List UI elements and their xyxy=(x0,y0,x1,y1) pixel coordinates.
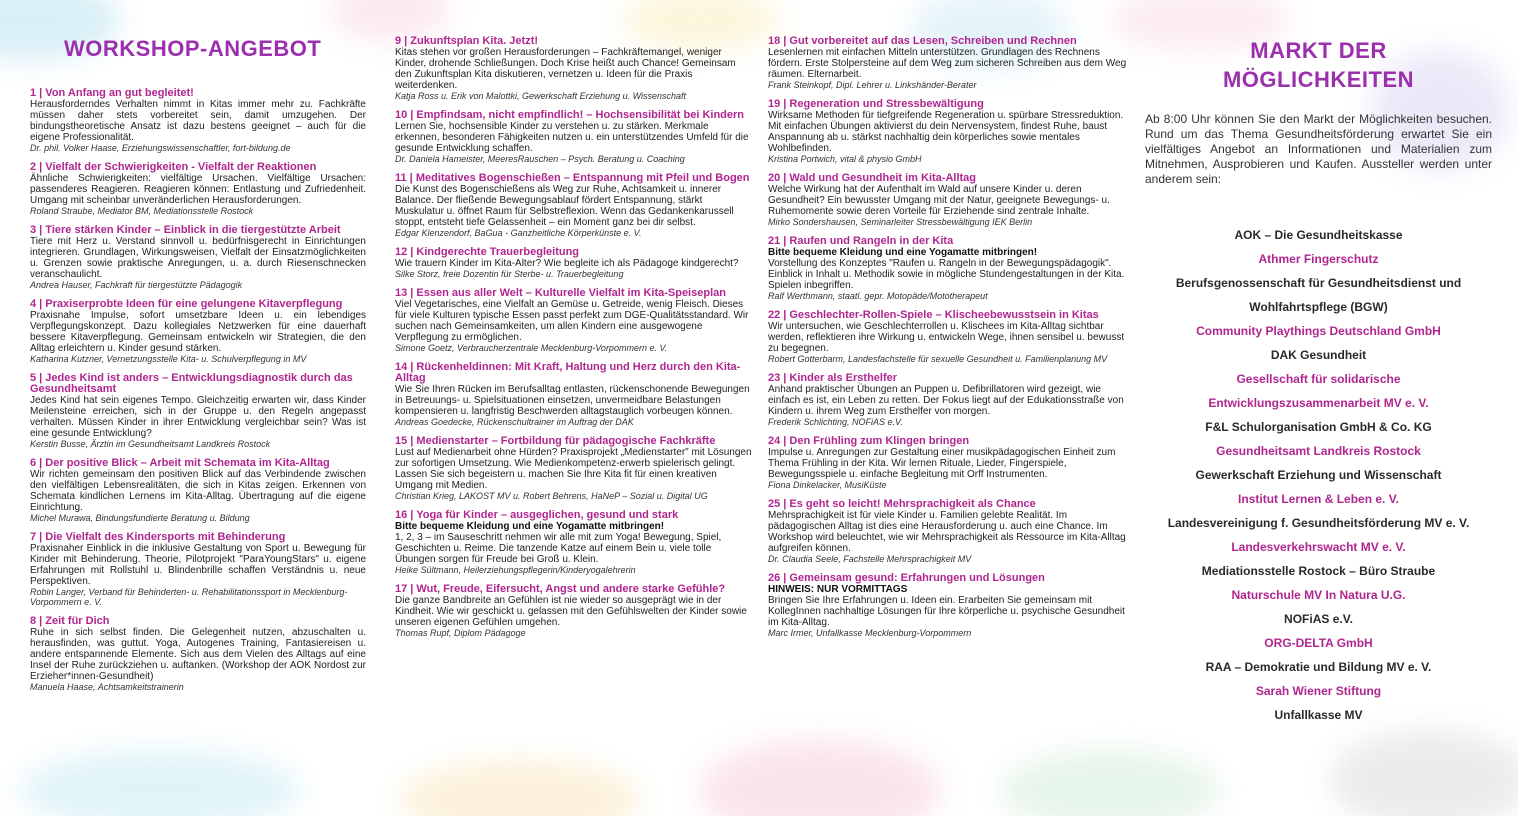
exhibitor-item: Naturschule MV In Natura U.G. xyxy=(1231,588,1406,602)
workshop-title: 5 | Jedes Kind ist anders – Entwicklungsdiagnostik durch das Gesundheitsamt xyxy=(30,372,353,395)
workshop-title: 22 | Geschlechter-Rollen-Spiele – Klischeebewusstsein in Kitas xyxy=(768,309,1099,321)
exhibitor-item: Landesverkehrswacht MV e. V. xyxy=(1231,540,1406,554)
exhibitor-item: Berufsgenossenschaft für Gesundheitsdienst und xyxy=(1175,276,1462,290)
workshop-author: Frank Steinkopf, Dipl. Lehrer u. Linkshänder-Berater xyxy=(768,80,977,90)
workshop-item xyxy=(30,162,366,216)
workshop-title: 21 | Raufen und Rangeln in der Kita xyxy=(768,235,954,247)
workshop-author: Dr. Claudia Seele, Fachstelle Mehrsprachigkeit MV xyxy=(768,554,972,564)
workshop-note: HINWEIS: NUR VORMITTAGS xyxy=(768,584,908,595)
market-title xyxy=(1145,36,1492,94)
workshop-description: Ruhe in sich selbst finden. Die Gelegenheit nutzen, abzuschalten u. herausfinden, was guttut. Yoga, Autogenes Training, Fantasiereisen u. andere entspannende Elemente. Sich aus dem Vielen des Alltags auf eine Insel der Ruhe zurückziehen u. auftanken. (Workshop der AOK Nordost zur Erzieher*innen-Gesundheit) xyxy=(30,627,366,682)
workshop-author: Marc Irmer, Unfallkasse Mecklenburg-Vorpommern xyxy=(768,628,972,638)
workshop-author: Fiona Dinkelacker, MusiKüste xyxy=(768,480,887,490)
workshop-note: Bitte bequeme Kleidung und eine Yogamatte mitbringen! xyxy=(768,247,1038,258)
workshop-item xyxy=(768,99,1128,164)
workshop-description: Ähnliche Schwierigkeiten: vielfältige Ursachen. Vielfältige Ursachen: passenderes Reagieren. Reagieren können: Entlastung und Zufriedenheit. Umgang mit scheinbar unveränderlichen Herausforderungen. xyxy=(30,173,366,206)
workshop-column-3 xyxy=(768,36,1128,647)
workshop-title: 12 | Kindgerechte Trauerbegleitung xyxy=(395,246,580,258)
workshop-description: Lernen Sie, hochsensible Kinder zu verstehen u. zu stärken. Merkmale erkennen, besonderen Fähigkeiten nutzen u. ein unterstützendes Umfeld für die gesunde Entwicklung schaffen. xyxy=(395,121,749,154)
exhibitor-item: Unfallkasse MV xyxy=(1274,708,1363,722)
workshop-author: Edgar Klenzendorf, BaGua - Ganzheitliche Körperkünste e. V. xyxy=(395,228,642,238)
workshop-author: Katharina Kutzner, Vernetzungsstelle Kita- u. Schulverpflegung in MV xyxy=(30,354,307,364)
exhibitor-item: Institut Lernen & Leben e. V. xyxy=(1238,492,1399,506)
workshop-author: Robert Gotterbarm, Landesfachstelle für sexuelle Gesundheit u. Familienplanung MV xyxy=(768,354,1108,364)
workshop-title: 1 | Von Anfang an gut begleitet! xyxy=(30,87,194,99)
workshop-author: Simone Goetz, Verbraucherzentrale Mecklenburg-Vorpommern e. V. xyxy=(395,343,668,353)
workshop-item xyxy=(30,616,366,692)
workshop-author: Andrea Hauser, Fachkraft für tiergestützte Pädagogik xyxy=(30,280,243,290)
workshop-author: Manuela Haase, Achtsamkeitstrainerin xyxy=(30,682,184,692)
exhibitor-item: Landesvereinigung f. Gesundheitsförderung MV e. V. xyxy=(1167,516,1470,530)
exhibitor-item: Gewerkschaft Erziehung und Wissenschaft xyxy=(1195,468,1442,482)
workshop-title: 25 | Es geht so leicht! Mehrsprachigkeit als Chance xyxy=(768,498,1036,510)
market-title-line-2: MÖGLICHKEITEN xyxy=(1222,67,1415,92)
exhibitor-item: DAK Gesundheit xyxy=(1270,348,1367,362)
workshop-item xyxy=(395,510,753,575)
workshop-title: 14 | Rückenheldinnen: Mit Kraft, Haltung und Herz durch den Kita-Alltag xyxy=(395,361,741,384)
workshop-item xyxy=(768,236,1128,301)
market-title-line-1: MARKT DER xyxy=(1250,38,1387,63)
workshop-description: 1, 2, 3 – im Sauseschritt nehmen wir alle mit zum Yoga! Bewegung, Spiel, Geschichten u. Reime. Die tanzende Katze auf einem Bein u. viele tolle Übungen sorgen für Freude bei Groß u. Klein. xyxy=(395,532,722,565)
workshop-description: Praxisnahe Impulse, sofort umsetzbare Ideen u. ein lebendiges Verpflegungskonzept. Dazu kollegiales Netzwerken für eine dauerhaft bessere Kitaverpflegung. Gemeinsam entwickeln wir Strategien, die den Alltag erleichtern u. Kinder gesund stärken. xyxy=(30,310,366,354)
workshop-title: 17 | Wut, Freude, Eifersucht, Angst und andere starke Gefühle? xyxy=(395,583,726,595)
workshop-title: 4 | Praxiserprobte Ideen für eine gelungene Kitaverpflegung xyxy=(30,298,343,310)
workshop-description: Vorstellung des Konzeptes "Raufen u. Rangeln in der Bewegungspädagogik". Einblick in Inhalt u. Methodik sowie in mögliche Stundengestaltungen in der Kita. Spielen inbegriffen. xyxy=(768,258,1125,291)
workshop-description: Die Kunst des Bogenschießens als Weg zur Ruhe, Achtsamkeit u. innerer Balance. Der fließende Bewegungsablauf fördert Entspannung, stärkt Muskulatur u. öffnet Raum für Selbstreflexion. Wenn das Gedankenkarussell stoppt, entsteht tiefe Gelassenheit – ein Moment ganz bei dir selbst. xyxy=(395,184,734,228)
workshop-description: Wir richten gemeinsam den positiven Blick auf das Verbindende zwischen den vielfältigen Lebensrealitäten, die sich in Kitas zeigen. Erkennen von Schemata kindlichen Lernens im Kita-Alltag. Übertragung auf die eigene Einrichtung. xyxy=(30,469,366,513)
workshop-description: Herausforderndes Verhalten nimmt in Kitas immer mehr zu. Fachkräfte müssen daher stets vorbereitet sein, damit umzugehen. Der bindungstheoretische Ansatz ist dazu bestens geeignet – auch für die eigene Professionalität. xyxy=(30,99,366,143)
exhibitor-item: Sarah Wiener Stiftung xyxy=(1255,684,1382,698)
workshop-description: Impulse u. Anregungen zur Gestaltung einer musikpädagogischen Einheit zum Thema Frühling in der Kita. Wir lernen Rituale, Lieder, Fingerspiele, Bewegungsspiele u. einfache Begleitung mit Orff Instrumenten. xyxy=(768,447,1116,480)
workshop-item xyxy=(768,499,1128,564)
workshop-item xyxy=(768,573,1128,638)
workshop-title: 18 | Gut vorbereitet auf das Lesen, Schreiben und Rechnen xyxy=(768,35,1077,47)
workshop-column-2 xyxy=(395,36,753,647)
exhibitor-item: AOK – Die Gesundheitskasse xyxy=(1234,228,1403,242)
workshop-title: 23 | Kinder als Ersthelfer xyxy=(768,372,898,384)
workshop-title: 9 | Zukunftsplan Kita. Jetzt! xyxy=(395,35,539,47)
workshop-author: Katja Ross u. Erik von Malottki, Gewerkschaft Erziehung u. Wissenschaft xyxy=(395,91,687,101)
workshop-description: Praxisnaher Einblick in die inklusive Gestaltung von Sport u. Bewegung für Kinder mit Behinderung. Theorie, Pilotprojekt "ParaYoungStars" u. eigene Erfahrungen mit Rollstuhl u. Blindenbrille schaffen Verständnis u. neue Perspektiven. xyxy=(30,543,366,587)
workshop-description: Wie Sie Ihren Rücken im Berufsalltag entlasten, rückenschonende Bewegungen in Betreuungs- u. Spielsituationen einsetzen, unvermeidbare Belastungen kompensieren u. langfristig Beschwerden alltagstauglich vorbeugen können. xyxy=(395,384,750,417)
workshop-author: Silke Storz, freie Dozentin für Sterbe- u. Trauerbegleitung xyxy=(395,269,624,279)
workshop-description: Lust auf Medienarbeit ohne Hürden? Praxisprojekt „Medienstarter" mit Lösungen zur sofortigen Umsetzung. Wie Medienkompetenz-erwerb spielerisch gelingt. Lassen Sie sich begeistern u. machen Sie Ihre Kita fit für einen kreativen Umgang mit Medien. xyxy=(395,447,752,491)
workshop-author: Andreas Goedecke, Rückenschultrainer im Auftrag der DAK xyxy=(395,417,634,427)
workshop-description: Tiere mit Herz u. Verstand sinnvoll u. bedürfnisgerecht in Einrichtungen integrieren. Grundlagen, Wirkungsweisen, Vielfalt der Einsatzmöglichkeiten u. Grenzen sowie praktische Anregungen, u. a. durch Riesenschnecken veranschaulicht. xyxy=(30,236,366,280)
workshop-item xyxy=(30,88,366,153)
workshop-item xyxy=(30,532,366,607)
exhibitor-item: Entwicklungszusammenarbeit MV e. V. xyxy=(1208,396,1429,410)
exhibitor-item: Community Playthings Deutschland GmbH xyxy=(1196,324,1441,338)
workshop-title: 2 | Vielfalt der Schwierigkeiten - Vielfalt der Reaktionen xyxy=(30,161,317,173)
workshop-author: Dr. phil. Volker Haase, Erziehungswissenschaftler, fort-bildung.de xyxy=(30,143,291,153)
workshop-description: Jedes Kind hat sein eigenes Tempo. Gleichzeitig erwarten wir, dass Kinder Meilensteine erreichen, sich in der Gruppe u. den Regeln angepasst verhalten. Müssen Kinder in ihrer Entwicklung vergleichbar sein? Was ist eine gesunde Entwicklung? xyxy=(30,395,366,439)
workshop-author: Robin Langer, Verband für Behinderten- u. Rehabilitationssport in Mecklenburg-Vorpommern e. V. xyxy=(30,587,348,607)
workshop-title: 6 | Der positive Blick – Arbeit mit Schemata im Kita-Alltag xyxy=(30,457,330,469)
workshop-title: 15 | Medienstarter – Fortbildung für pädagogische Fachkräfte xyxy=(395,435,716,447)
workshop-item xyxy=(768,436,1128,490)
workshop-item xyxy=(395,436,753,501)
workshop-item xyxy=(30,299,366,364)
workshop-title: 20 | Wald und Gesundheit im Kita-Alltag xyxy=(768,172,977,184)
exhibitor-list xyxy=(1145,223,1492,727)
workshop-description: Mehrsprachigkeit ist für viele Kinder u. Familien gelebte Realität. Im pädagogischen Alltag ist dies eine Herausforderung u. auch eine Chance. Im Workshop wird beleuchtet, wie wir Mehrsprachigkeit als Ressource im Kita-Alltag aufgreifen können. xyxy=(768,510,1126,554)
workshop-item xyxy=(768,173,1128,227)
page-title: WORKSHOP-ANGEBOT xyxy=(64,36,322,61)
workshop-description: Wirksame Methoden für tiefgreifende Regeneration u. spürbare Stressreduktion. Mit einfachen Übungen aktivierst du dein Nervensystem, findest Ruhe, baust Anspannung ab u. stärkst nachhaltig dein körperliches sowie mentales Wohlbefinden. xyxy=(768,110,1124,154)
workshop-item xyxy=(30,373,366,449)
workshop-description: Welche Wirkung hat der Aufenthalt im Wald auf unsere Kinder u. deren Gesundheit? Ein bewusster Umgang mit der Natur, geeignete Bewegungs- u. Ruhemomente sowie deren Vorteile für Erziehende sind zentrale Inhalte. xyxy=(768,184,1110,217)
workshop-item xyxy=(30,458,366,523)
workshop-title: 16 | Yoga für Kinder – ausgeglichen, gesund und stark xyxy=(395,509,679,521)
exhibitor-item: Gesellschaft für solidarische xyxy=(1236,372,1401,386)
workshop-author: Michel Murawa, Bindungsfundierte Beratung u. Bildung xyxy=(30,513,250,523)
exhibitor-item: Athmer Fingerschutz xyxy=(1258,252,1379,266)
exhibitor-item: RAA – Demokratie und Bildung MV e. V. xyxy=(1205,660,1432,674)
workshop-column-1 xyxy=(30,36,366,701)
workshop-title: 11 | Meditatives Bogenschießen – Entspannung mit Pfeil und Bogen xyxy=(395,172,750,184)
workshop-item xyxy=(395,247,753,279)
exhibitor-item: F&L Schulorganisation GmbH & Co. KG xyxy=(1205,420,1432,434)
workshop-description: Kitas stehen vor großen Herausforderungen – Fachkräftemangel, weniger Kinder, drohende Schließungen. Doch Krise heißt auch Chance! Gemeinsam den Zukunftsplan Kita diskutieren, vernetzen u. Ideen für die Praxis weiterdenken. xyxy=(395,47,736,91)
market-section xyxy=(1145,36,1492,727)
exhibitor-item: Gesundheitsamt Landkreis Rostock xyxy=(1216,444,1421,458)
workshop-note: Bitte bequeme Kleidung und eine Yogamatte mitbringen! xyxy=(395,521,665,532)
workshop-description: Anhand praktischer Übungen an Puppen u. Defibrillatoren wird gezeigt, wie einfach es ist, ein Leben zu retten. Der Fokus liegt auf der Edukationsstraße von Kindern u. ihrem Weg zum Ersthelfer von morgen. xyxy=(768,384,1124,417)
workshop-item xyxy=(768,36,1128,90)
workshop-title: 13 | Essen aus aller Welt – Kulturelle Vielfalt im Kita-Speiseplan xyxy=(395,287,726,299)
workshop-description: Viel Vegetarisches, eine Vielfalt an Gemüse u. Getreide, wenig Fleisch. Dieses für viele Kulturen typische Essen passt perfekt zum DGE-Qualitätsstandard. Wir suchen nach Gemeinsamkeiten, um allen Kindern eine ausgewogene Verpflegung zu ermöglichen. xyxy=(395,299,749,343)
workshop-item xyxy=(768,310,1128,364)
workshop-item xyxy=(768,373,1128,427)
workshop-title: 7 | Die Vielfalt des Kindersports mit Behinderung xyxy=(30,531,286,543)
workshop-item xyxy=(395,584,753,638)
workshop-author: Thomas Rupf, Diplom Pädagoge xyxy=(395,628,526,638)
exhibitor-item: Wohlfahrtspflege (BGW) xyxy=(1249,300,1388,314)
workshop-description: Wir untersuchen, wie Geschlechterrollen u. Klischees im Kita-Alltag sichtbar werden, reflektieren ihre Wirkung u. entwickeln Wege, ihnen sensibel u. bewusst zu begegnen. xyxy=(768,321,1125,354)
workshop-description: Bringen Sie Ihre Erfahrungen u. Ideen ein. Erarbeiten Sie gemeinsam mit KollegInnen nachhaltige Lösungen für Ihre körperliche u. psychische Gesundheit im Kita-Alltag. xyxy=(768,595,1125,628)
workshop-item xyxy=(395,288,753,353)
workshop-title: 26 | Gemeinsam gesund: Erfahrungen und Lösungen xyxy=(768,572,1045,584)
workshop-author: Christian Krieg, LAKOST MV u. Robert Behrens, HaNeP – Sozial u. Digital UG xyxy=(395,491,708,501)
workshop-title: 24 | Den Frühling zum Klingen bringen xyxy=(768,435,970,447)
exhibitor-item: Mediationsstelle Rostock – Büro Straube xyxy=(1201,564,1436,578)
workshop-item xyxy=(395,110,753,164)
workshop-author: Frederik Schlichting, NOFiAS e.V. xyxy=(768,417,903,427)
workshop-author: Ralf Werthmann, staatl. gepr. Motopäde/Mototherapeut xyxy=(768,291,988,301)
market-intro: Ab 8:00 Uhr können Sie den Markt der Möglichkeiten besuchen. Rund um das Thema Gesundheitsförderung erwartet Sie ein vielfältiges Angebot an Informationen und Materialien zum Mitnehmen, Ausprobieren und Kaufen. Aussteller werden unter anderem sein: xyxy=(1145,112,1492,186)
workshop-description: Die ganze Bandbreite an Gefühlen ist nie wieder so ausgeprägt wie in der Kindheit. Wie wir geschickt u. gelassen mit den Gefühlswelten der Kinder sowie unseren eigenen Gefühlen umgehen. xyxy=(395,595,747,628)
workshop-author: Dr. Daniela Hameister, MeeresRauschen – Psych. Beratung u. Coaching xyxy=(395,154,685,164)
workshop-description: Lesenlernen mit einfachen Mitteln unterstützen. Grundlagen des Rechnens fördern. Erste Stolpersteine auf dem Weg zum sicheren Schreiben aus dem Weg räumen. Elternarbeit. xyxy=(768,47,1127,80)
workshop-title: 10 | Empfindsam, nicht empfindlich! – Hochsensibilität bei Kindern xyxy=(395,109,745,121)
workshop-author: Mirko Sondershausen, Seminarleiter Stressbewältigung IEK Berlin xyxy=(768,217,1033,227)
workshop-title: 19 | Regeneration und Stressbewältigung xyxy=(768,98,984,110)
workshop-author: Kerstin Busse, Ärztin im Gesundheitsamt Landkreis Rostock xyxy=(30,439,271,449)
workshop-item xyxy=(395,173,753,238)
exhibitor-item: NOFiAS e.V. xyxy=(1284,612,1353,626)
workshop-item xyxy=(395,362,753,427)
workshop-author: Kristina Portwich, vital & physio GmbH xyxy=(768,154,922,164)
workshop-title: 8 | Zeit für Dich xyxy=(30,615,110,627)
workshop-author: Roland Straube, Mediator BM, Mediationsstelle Rostock xyxy=(30,206,254,216)
workshop-author: Heike Sültmann, Heilerziehungspflegerin/Kinderyogalehrerin xyxy=(395,565,636,575)
exhibitor-item: ORG-DELTA GmbH xyxy=(1264,636,1373,650)
workshop-description: Wie trauern Kinder im Kita-Alter? Wie begleite ich als Pädagoge kindgerecht? xyxy=(395,258,739,269)
workshop-item xyxy=(30,225,366,290)
workshop-title: 3 | Tiere stärken Kinder – Einblick in die tiergestützte Arbeit xyxy=(30,224,341,236)
workshop-item xyxy=(395,36,753,101)
